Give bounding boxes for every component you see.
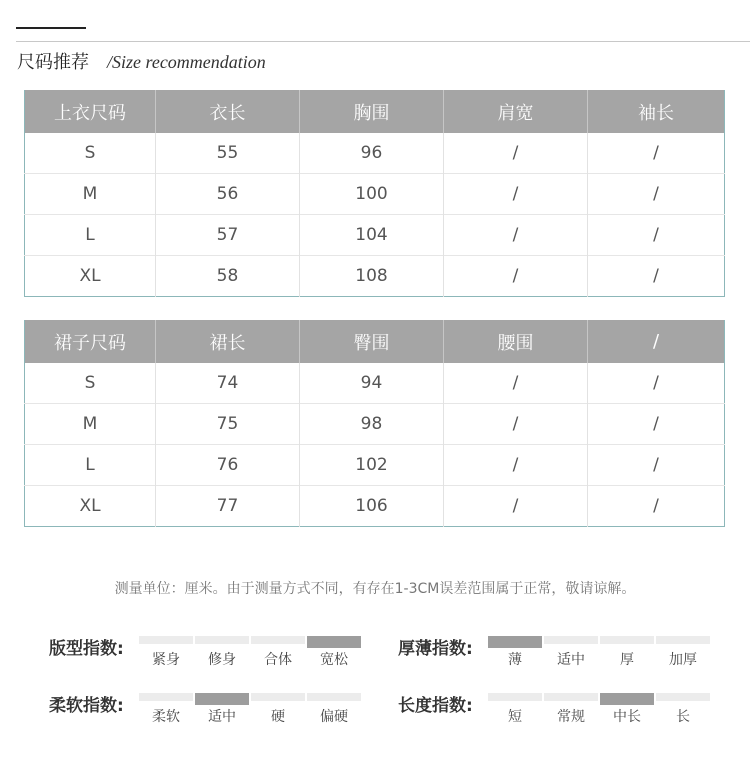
section-title [17, 50, 266, 74]
scale-segment [488, 693, 542, 701]
scale-segment [656, 636, 710, 644]
table-cell: / [444, 486, 588, 527]
table-row [25, 256, 725, 297]
header-cell: / [588, 320, 725, 363]
table-cell: L [25, 445, 156, 486]
table-header-row [25, 90, 725, 133]
table-row [25, 215, 725, 256]
table-cell: 76 [156, 445, 300, 486]
scale-segment [251, 636, 305, 644]
table-cell: / [588, 256, 725, 297]
table-cell: 56 [156, 174, 300, 215]
header-cell: 衣长 [156, 90, 300, 133]
scale-segment [139, 693, 193, 701]
table-row [25, 486, 725, 527]
measurement-note: 测量单位：厘米。由于测量方式不同，有存在1-3CM误差范围属于正常，敬请谅解。 [114, 581, 636, 597]
scale-segment-selected [600, 693, 654, 705]
table-row [25, 174, 725, 215]
table-cell: 57 [156, 215, 300, 256]
scale-segment [544, 693, 598, 701]
table-cell: / [588, 404, 725, 445]
table-cell: / [444, 174, 588, 215]
table-cell: 108 [300, 256, 444, 297]
title-chinese: 尺码推荐 [17, 52, 89, 73]
table-cell: 77 [156, 486, 300, 527]
table-cell: / [588, 174, 725, 215]
index-label: 长度指数: [398, 696, 473, 716]
scale-option-label: 薄 [508, 652, 522, 668]
scale-option-label: 紧身 [152, 652, 180, 668]
scale-option-label: 偏硬 [320, 709, 348, 725]
scale-option-label: 修身 [208, 652, 236, 668]
header-cell: 裙长 [156, 320, 300, 363]
header-cell: 上衣尺码 [25, 90, 156, 133]
header-cell: 袖长 [588, 90, 725, 133]
table-cell: 100 [300, 174, 444, 215]
scale-option-label: 短 [508, 709, 522, 725]
table-cell: / [444, 363, 588, 404]
scale-option-label: 适中 [557, 652, 585, 668]
table-cell: L [25, 215, 156, 256]
header-cell: 胸围 [300, 90, 444, 133]
scale-option-label: 中长 [613, 709, 641, 725]
header-accent-line [16, 27, 86, 29]
scale-segment [195, 636, 249, 644]
table-cell: / [444, 215, 588, 256]
index-label: 柔软指数: [49, 696, 124, 716]
table-cell: 94 [300, 363, 444, 404]
scale-option-label: 厚 [620, 652, 634, 668]
index-label: 版型指数: [49, 639, 124, 659]
table-cell: / [588, 486, 725, 527]
scale-segment [251, 693, 305, 701]
table-cell: 104 [300, 215, 444, 256]
table-row [25, 445, 725, 486]
title-english: /Size recommendation [107, 52, 266, 72]
table-row [25, 404, 725, 445]
table-cell: / [444, 404, 588, 445]
table-cell: / [444, 133, 588, 174]
header-cell: 腰围 [444, 320, 588, 363]
table-cell: / [588, 445, 725, 486]
scale-segment [307, 693, 361, 701]
scale-option-label: 宽松 [320, 652, 348, 668]
table-cell: / [444, 445, 588, 486]
scale-option-label: 适中 [208, 709, 236, 725]
header-cell: 肩宽 [444, 90, 588, 133]
table-cell: XL [25, 486, 156, 527]
table-cell: 74 [156, 363, 300, 404]
table-row [25, 363, 725, 404]
table-cell: S [84, 373, 96, 393]
table-cell: / [588, 363, 725, 404]
scale-option-label: 长 [676, 709, 690, 725]
scale-segment [544, 636, 598, 644]
scale-option-label: 柔软 [152, 709, 180, 725]
table-row [25, 133, 725, 174]
table-cell: S [84, 143, 96, 163]
index-label: 厚薄指数: [398, 639, 473, 659]
table-cell: 58 [156, 256, 300, 297]
header-cell: 裙子尺码 [25, 320, 156, 363]
scale-segment [600, 636, 654, 644]
header-divider [16, 41, 750, 42]
top-size-table [24, 90, 725, 297]
table-cell: 96 [300, 133, 444, 174]
table-cell: 102 [300, 445, 444, 486]
table-cell: / [444, 256, 588, 297]
table-cell: / [588, 133, 725, 174]
scale-option-label: 常规 [557, 709, 585, 725]
scale-segment-selected [195, 693, 249, 705]
scale-segment [139, 636, 193, 644]
table-cell: / [588, 215, 725, 256]
skirt-size-table [24, 320, 725, 527]
table-header-row [25, 320, 725, 363]
scale-option-label: 合体 [264, 652, 292, 668]
table-cell: 75 [156, 404, 300, 445]
scale-segment [656, 693, 710, 701]
scale-option-label: 加厚 [669, 652, 697, 668]
table-cell: XL [25, 256, 156, 297]
scale-option-label: 硬 [271, 709, 285, 725]
table-cell: 98 [300, 404, 444, 445]
table-cell: M [25, 174, 156, 215]
table-cell: 106 [300, 486, 444, 527]
table-cell: 55 [156, 133, 300, 174]
scale-segment-selected [488, 636, 542, 648]
scale-segment-selected [307, 636, 361, 648]
header-cell: 臀围 [300, 320, 444, 363]
table-cell: M [25, 404, 156, 445]
